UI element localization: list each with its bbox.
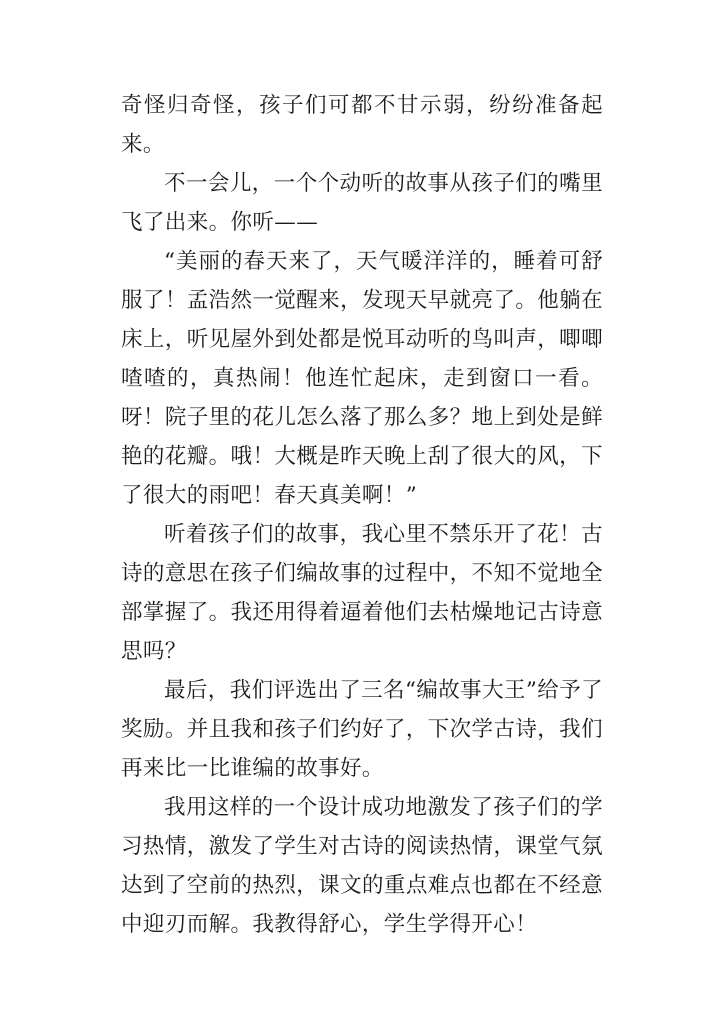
paragraph-3: “美丽的春天来了，天气暖洋洋的，睡着可舒服了！孟浩然一觉醒来，发现天早就亮了。他躺在床上，听见屋外到处都是悦耳动听的鸟叫声，唧唧喳喳的，真热闹！他连忙起床，走到窗口一看。呀！院子里的花儿怎么落了那么多？地上到处是鲜艳的花瓣。哦！大概是昨天晚上刮了很大的风，下了很大的雨吧！春天真美啊！”: [121, 249, 603, 508]
paragraph-6: 我用这样的一个设计成功地激发了孩子们的学习热情，激发了学生对古诗的阅读热情，课堂气氛达到了空前的热烈，课文的重点难点也都在不经意中迎刃而解。我教得舒心，学生学得开心！: [121, 795, 603, 937]
paragraph-1: 奇怪归奇怪，孩子们可都不甘示弱，纷纷准备起来。: [121, 93, 603, 157]
document-page: [121, 86, 603, 944]
paragraph-2: 不一会儿，一个个动听的故事从孩子们的嘴里飞了出来。你听——: [121, 171, 603, 235]
paragraph-5: 最后，我们评选出了三名“编故事大王”给予了奖励。并且我和孩子们约好了，下次学古诗，我们再来比一比谁编的故事好。: [121, 678, 603, 781]
paragraph-4: 听着孩子们的故事，我心里不禁乐开了花！古诗的意思在孩子们编故事的过程中，不知不觉地全部掌握了。我还用得着逼着他们去枯燥地记古诗意思吗？: [121, 522, 603, 664]
